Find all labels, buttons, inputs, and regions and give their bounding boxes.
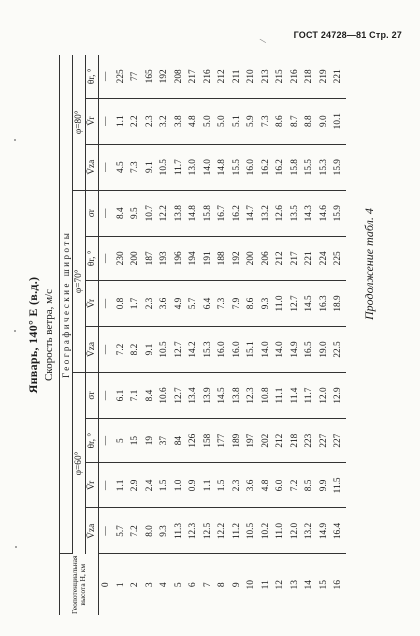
table-row: [128, 55, 143, 615]
height-cell: 8: [217, 582, 227, 588]
value-cell: 221: [331, 55, 346, 98]
scan-speck: [14, 330, 16, 332]
table-row: [215, 55, 230, 615]
value-cell: 4.9: [172, 280, 187, 326]
table-row: [244, 55, 259, 615]
height-cell: 11: [260, 580, 271, 590]
value-cell: 5.0: [215, 98, 230, 144]
column-header: V̄za: [86, 326, 99, 372]
value-cell: 14.5: [302, 280, 317, 326]
value-cell: 1.7: [128, 280, 143, 326]
value-cell: 15.3: [317, 144, 332, 190]
value-cell: 189: [230, 419, 245, 463]
value-cell: 16.2: [273, 144, 288, 190]
value-cell: 11.2: [230, 508, 245, 554]
value-cell: —: [99, 98, 114, 144]
value-cell: 1.1: [201, 463, 216, 508]
value-cell: 84: [172, 419, 187, 463]
value-cell: 217: [186, 55, 201, 98]
value-cell: 2.3: [230, 463, 245, 508]
value-cell: 8.0: [143, 508, 158, 554]
value-cell: 1.1: [114, 463, 129, 508]
scan-speck: [15, 546, 17, 548]
value-cell: 14.2: [186, 326, 201, 372]
value-cell: 217: [288, 236, 303, 280]
value-cell: —: [99, 419, 114, 463]
value-cell: 192: [230, 236, 245, 280]
table-row: [157, 55, 172, 615]
value-cell: 230: [114, 236, 129, 280]
value-cell: 10.1: [331, 98, 346, 144]
table-row: [172, 55, 187, 615]
value-cell: 5.0: [201, 98, 216, 144]
latitude-header: φ=70°: [73, 190, 86, 372]
column-header: V̄r: [86, 463, 99, 508]
value-cell: 13.4: [186, 373, 201, 419]
value-cell: 4.8: [186, 98, 201, 144]
value-cell: 14.8: [215, 144, 230, 190]
value-cell: 12.2: [215, 508, 230, 554]
value-cell: 224: [317, 236, 332, 280]
value-cell: 2.3: [143, 98, 158, 144]
value-cell: 9.1: [143, 144, 158, 190]
value-cell: 191: [201, 236, 216, 280]
value-cell: 126: [186, 419, 201, 463]
value-cell: 10.2: [259, 508, 274, 554]
value-cell: 12.7: [172, 326, 187, 372]
height-cell: 2: [130, 582, 140, 588]
height-cell: 14: [304, 580, 314, 590]
value-cell: 8.4: [143, 373, 158, 419]
value-cell: 2.3: [143, 280, 158, 326]
value-cell: 8.8: [302, 98, 317, 144]
value-cell: 210: [244, 55, 259, 98]
corner-tick-mark: \: [258, 36, 268, 47]
value-cell: 212: [273, 419, 288, 463]
table-row: [317, 55, 332, 615]
value-cell: 16.4: [331, 508, 346, 554]
value-cell: 7.2: [128, 508, 143, 554]
value-cell: —: [99, 190, 114, 236]
value-cell: 7.2: [288, 463, 303, 508]
table-row: [288, 55, 303, 615]
value-cell: 225: [114, 55, 129, 98]
value-cell: 14.0: [201, 144, 216, 190]
value-cell: 213: [259, 55, 274, 98]
value-cell: 187: [143, 236, 158, 280]
value-cell: 10.5: [157, 326, 172, 372]
value-cell: 200: [128, 236, 143, 280]
value-cell: 12.3: [186, 508, 201, 554]
table-row: [331, 55, 346, 615]
value-cell: 11.3: [172, 508, 187, 554]
value-cell: 12.6: [273, 190, 288, 236]
value-cell: 8.2: [128, 326, 143, 372]
value-cell: 192: [157, 55, 172, 98]
value-cell: 8.5: [302, 463, 317, 508]
value-cell: 12.9: [331, 373, 346, 419]
value-cell: 15.8: [288, 144, 303, 190]
value-cell: 12.5: [201, 508, 216, 554]
value-cell: 227: [331, 419, 346, 463]
value-cell: 14.6: [317, 190, 332, 236]
value-cell: 3.8: [172, 98, 187, 144]
height-cell: 10: [246, 580, 256, 590]
value-cell: 206: [259, 236, 274, 280]
column-header: σr: [86, 190, 99, 236]
value-cell: —: [99, 326, 114, 372]
column-header: V̄r: [86, 280, 99, 326]
table-row: [259, 55, 274, 615]
value-cell: 9.0: [317, 98, 332, 144]
value-cell: 10.6: [157, 373, 172, 419]
value-cell: 8.7: [288, 98, 303, 144]
value-cell: 197: [244, 419, 259, 463]
value-cell: 77: [128, 55, 143, 98]
height-cell: 0: [101, 582, 111, 588]
value-cell: 7.9: [230, 280, 245, 326]
column-header: θr, °: [86, 236, 99, 280]
value-cell: 202: [259, 419, 274, 463]
height-cell: 1: [115, 582, 126, 588]
value-cell: 5.7: [186, 280, 201, 326]
value-cell: 10.8: [259, 373, 274, 419]
value-cell: 11.7: [302, 373, 317, 419]
value-cell: 16.7: [215, 190, 230, 236]
height-cell: 12: [275, 580, 285, 590]
value-cell: 15.9: [331, 144, 346, 190]
value-cell: 5.7: [114, 508, 129, 554]
value-cell: 11.0: [273, 508, 288, 554]
value-cell: 3.2: [157, 98, 172, 144]
table-row: [302, 55, 317, 615]
value-cell: 200: [244, 236, 259, 280]
value-cell: 7.3: [215, 280, 230, 326]
value-cell: 16.2: [230, 190, 245, 236]
table-row: [114, 55, 129, 615]
value-cell: 11.5: [331, 463, 346, 508]
page-header: ГОСТ 24728—81 Стр. 27: [293, 30, 402, 40]
value-cell: —: [99, 463, 114, 508]
value-cell: 7.3: [128, 144, 143, 190]
value-cell: 3.6: [244, 463, 259, 508]
value-cell: 215: [273, 55, 288, 98]
value-cell: —: [99, 508, 114, 554]
value-cell: 6.1: [114, 373, 129, 419]
value-cell: 16.5: [302, 326, 317, 372]
latitude-group-header: Географические широты: [60, 55, 73, 554]
continuation-title: Продолжение табл. 4: [362, 208, 376, 320]
value-cell: 14.3: [302, 190, 317, 236]
value-cell: 4.5: [114, 144, 129, 190]
value-cell: 9.1: [143, 326, 158, 372]
value-cell: 227: [317, 419, 332, 463]
value-cell: 7.2: [114, 326, 129, 372]
value-cell: 16.0: [244, 144, 259, 190]
column-header: σr: [86, 373, 99, 419]
value-cell: 19: [143, 419, 158, 463]
value-cell: 4.8: [259, 463, 274, 508]
value-cell: 11.4: [288, 373, 303, 419]
value-cell: 11.7: [172, 144, 187, 190]
value-cell: 8.6: [273, 98, 288, 144]
value-cell: 188: [215, 236, 230, 280]
value-cell: 2.4: [143, 463, 158, 508]
value-cell: 0.8: [114, 280, 129, 326]
table-row: [99, 55, 114, 615]
value-cell: 15.3: [201, 326, 216, 372]
table-row: [186, 55, 201, 615]
value-cell: 12.2: [157, 190, 172, 236]
value-cell: 12.7: [288, 280, 303, 326]
column-header: V̄za: [86, 508, 99, 554]
height-cell: 16: [333, 580, 343, 590]
value-cell: 16.0: [230, 326, 245, 372]
table-row: [201, 55, 216, 615]
value-cell: 193: [157, 236, 172, 280]
rotated-table-block: [26, 55, 388, 615]
value-cell: 225: [331, 236, 346, 280]
height-cell: 7: [202, 582, 213, 588]
value-cell: 15.8: [201, 190, 216, 236]
height-column-header: Геопотенциальная высота H, км: [60, 554, 99, 615]
value-cell: 13.2: [259, 190, 274, 236]
value-cell: 165: [143, 55, 158, 98]
value-cell: —: [99, 144, 114, 190]
value-cell: 11.1: [273, 373, 288, 419]
value-cell: 1.1: [114, 98, 129, 144]
value-cell: —: [99, 373, 114, 419]
table-row: [273, 55, 288, 615]
value-cell: 196: [172, 236, 187, 280]
value-cell: 158: [201, 419, 216, 463]
value-cell: 7.1: [128, 373, 143, 419]
value-cell: 12.0: [288, 508, 303, 554]
value-cell: 212: [273, 236, 288, 280]
height-cell: 13: [289, 580, 300, 590]
value-cell: 194: [186, 236, 201, 280]
value-cell: 10.7: [143, 190, 158, 236]
value-cell: 1.5: [215, 463, 230, 508]
value-cell: —: [99, 280, 114, 326]
value-cell: 11.0: [273, 280, 288, 326]
value-cell: 13.5: [288, 190, 303, 236]
table-row: [230, 55, 245, 615]
value-cell: 221: [302, 236, 317, 280]
value-cell: 10.5: [244, 508, 259, 554]
value-cell: 5: [114, 419, 129, 463]
value-cell: 19.0: [317, 326, 332, 372]
value-cell: 15: [128, 419, 143, 463]
height-cell: 3: [144, 582, 155, 588]
wind-speed-table: [59, 55, 346, 615]
value-cell: 13.9: [201, 373, 216, 419]
height-cell: 6: [188, 582, 198, 588]
value-cell: 1.5: [157, 463, 172, 508]
value-cell: 14.7: [244, 190, 259, 236]
value-cell: 16.0: [215, 326, 230, 372]
value-cell: 5.1: [230, 98, 245, 144]
value-cell: 0.9: [186, 463, 201, 508]
value-cell: 10.5: [157, 144, 172, 190]
value-cell: 223: [302, 419, 317, 463]
value-cell: 216: [288, 55, 303, 98]
value-cell: 22.5: [331, 326, 346, 372]
value-cell: 15.9: [331, 190, 346, 236]
value-cell: 13.2: [302, 508, 317, 554]
value-cell: 12.3: [244, 373, 259, 419]
value-cell: 7.3: [259, 98, 274, 144]
value-cell: 2.2: [128, 98, 143, 144]
value-cell: 14.0: [273, 326, 288, 372]
value-cell: 37: [157, 419, 172, 463]
value-cell: 3.6: [157, 280, 172, 326]
value-cell: 1.0: [172, 463, 187, 508]
value-cell: 15.5: [230, 144, 245, 190]
value-cell: 13.8: [172, 190, 187, 236]
value-cell: 12.7: [172, 373, 187, 419]
latitude-header: φ=60°: [73, 373, 86, 554]
value-cell: 16.3: [317, 280, 332, 326]
height-cell: 15: [318, 580, 329, 590]
height-cell: 9: [231, 582, 242, 588]
value-cell: 15.5: [302, 144, 317, 190]
value-cell: 8.4: [114, 190, 129, 236]
value-cell: 14.9: [317, 508, 332, 554]
value-cell: 13.8: [230, 373, 245, 419]
value-cell: 13.0: [186, 144, 201, 190]
value-cell: 14.8: [186, 190, 201, 236]
scan-speck: [14, 139, 16, 141]
value-cell: 211: [230, 55, 245, 98]
value-cell: 218: [302, 55, 317, 98]
value-cell: —: [99, 55, 114, 98]
value-cell: 14.5: [215, 373, 230, 419]
table-row: [143, 55, 158, 615]
value-cell: 14.0: [259, 326, 274, 372]
value-cell: —: [99, 236, 114, 280]
value-cell: 219: [317, 55, 332, 98]
latitude-header: φ=80°: [73, 55, 86, 190]
value-cell: 9.3: [259, 280, 274, 326]
value-cell: 177: [215, 419, 230, 463]
value-cell: 212: [215, 55, 230, 98]
value-cell: 16.2: [259, 144, 274, 190]
height-cell: 5: [173, 582, 184, 588]
value-cell: 216: [201, 55, 216, 98]
value-cell: 9.9: [317, 463, 332, 508]
value-cell: 6.4: [201, 280, 216, 326]
column-header: V̄r: [86, 98, 99, 144]
value-cell: 218: [288, 419, 303, 463]
value-cell: 6.0: [273, 463, 288, 508]
column-header: θr, °: [86, 419, 99, 463]
value-cell: 9.5: [128, 190, 143, 236]
value-cell: 14.9: [288, 326, 303, 372]
column-header: V̄za: [86, 144, 99, 190]
value-cell: 9.3: [157, 508, 172, 554]
height-cell: 4: [159, 582, 169, 588]
value-cell: 2.9: [128, 463, 143, 508]
value-cell: 12.0: [317, 373, 332, 419]
value-cell: 15.1: [244, 326, 259, 372]
value-cell: 8.6: [244, 280, 259, 326]
value-cell: 208: [172, 55, 187, 98]
column-header: θr, °: [86, 55, 99, 98]
value-cell: 5.9: [244, 98, 259, 144]
table-subtitle: Скорость ветра, м/с: [43, 288, 55, 382]
month-location-line: Январь, 140° E (в.д.): [26, 276, 40, 394]
value-cell: 18.9: [331, 280, 346, 326]
